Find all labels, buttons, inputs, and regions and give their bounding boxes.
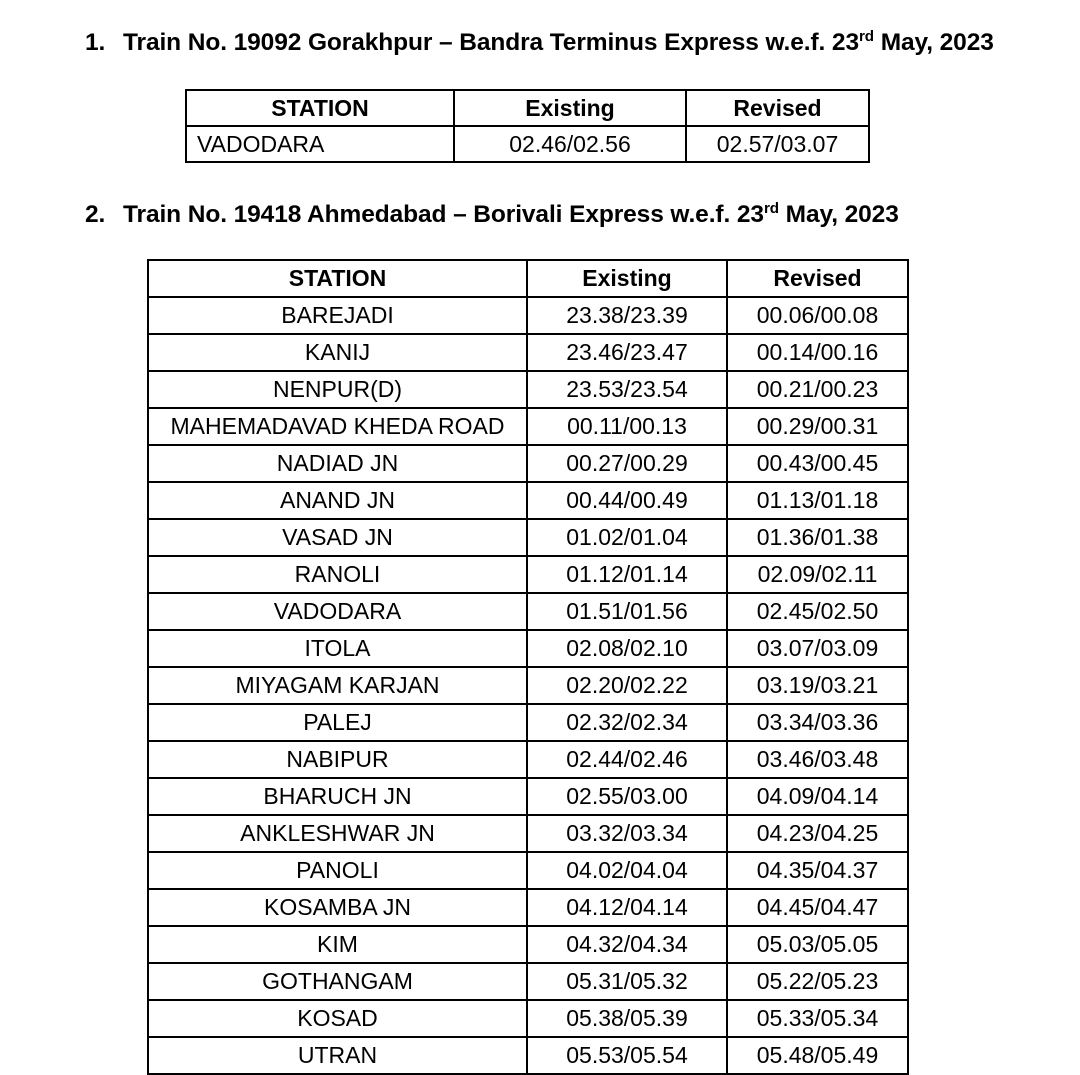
table-row (148, 667, 908, 704)
cell-station: PALEJ (148, 704, 527, 741)
cell-revised: 05.48/05.49 (727, 1037, 908, 1074)
cell-existing: 02.20/02.22 (527, 667, 727, 704)
cell-existing: 02.55/03.00 (527, 778, 727, 815)
notice-title-2-suffix: May, 2023 (778, 201, 899, 228)
notice-title-2-ordinal: rd (763, 199, 779, 217)
column-header-station: STATION (186, 90, 454, 126)
cell-station: NABIPUR (148, 741, 527, 778)
cell-station: UTRAN (148, 1037, 527, 1074)
table-row (148, 445, 908, 482)
cell-existing: 00.44/00.49 (527, 482, 727, 519)
cell-existing: 05.38/05.39 (527, 1000, 727, 1037)
notice-title-1-suffix: May, 2023 (873, 29, 994, 56)
table-row (186, 126, 869, 162)
cell-existing: 04.32/04.34 (527, 926, 727, 963)
notice-number-1: 1. (85, 29, 106, 56)
cell-station: GOTHANGAM (148, 963, 527, 1000)
cell-existing: 01.12/01.14 (527, 556, 727, 593)
cell-existing: 00.27/00.29 (527, 445, 727, 482)
table-row (148, 630, 908, 667)
cell-station: KANIJ (148, 334, 527, 371)
cell-existing: 04.02/04.04 (527, 852, 727, 889)
cell-revised: 05.22/05.23 (727, 963, 908, 1000)
cell-station: ANKLESHWAR JN (148, 815, 527, 852)
cell-existing: 02.08/02.10 (527, 630, 727, 667)
cell-revised: 03.07/03.09 (727, 630, 908, 667)
cell-station: PANOLI (148, 852, 527, 889)
column-header-station: STATION (148, 260, 527, 297)
table-row (148, 1037, 908, 1074)
cell-revised: 00.43/00.45 (727, 445, 908, 482)
cell-station: MAHEMADAVAD KHEDA ROAD (148, 408, 527, 445)
cell-revised: 03.34/03.36 (727, 704, 908, 741)
column-header-existing: Existing (527, 260, 727, 297)
cell-revised: 04.45/04.47 (727, 889, 908, 926)
cell-existing: 02.46/02.56 (454, 126, 686, 162)
timing-table-1-container (185, 89, 870, 163)
table-row (148, 371, 908, 408)
timing-table-1 (185, 89, 870, 163)
cell-revised: 04.35/04.37 (727, 852, 908, 889)
table-row (148, 593, 908, 630)
notice-title-1-prefix: Train No. 19092 Gorakhpur – Bandra Terminus Express w.e.f. 23 (123, 29, 859, 56)
cell-existing: 23.46/23.47 (527, 334, 727, 371)
cell-station: VADODARA (186, 126, 454, 162)
cell-revised: 05.03/05.05 (727, 926, 908, 963)
timing-table-2-body (148, 297, 908, 1074)
cell-existing: 02.44/02.46 (527, 741, 727, 778)
table-row (148, 334, 908, 371)
table-row (148, 852, 908, 889)
table-row (148, 482, 908, 519)
notice-title-2-prefix: Train No. 19418 Ahmedabad – Borivali Express w.e.f. 23 (123, 201, 764, 228)
cell-existing: 01.02/01.04 (527, 519, 727, 556)
cell-revised: 00.06/00.08 (727, 297, 908, 334)
table-row (148, 889, 908, 926)
table-row (148, 297, 908, 334)
notice-number-2: 2. (85, 201, 106, 228)
cell-revised: 02.57/03.07 (686, 126, 869, 162)
notice-title-2 (123, 201, 899, 229)
cell-existing: 02.32/02.34 (527, 704, 727, 741)
cell-station: RANOLI (148, 556, 527, 593)
table-row (148, 556, 908, 593)
cell-station: NADIAD JN (148, 445, 527, 482)
cell-existing: 04.12/04.14 (527, 889, 727, 926)
cell-station: MIYAGAM KARJAN (148, 667, 527, 704)
cell-revised: 02.09/02.11 (727, 556, 908, 593)
cell-revised: 03.19/03.21 (727, 667, 908, 704)
table-row (148, 519, 908, 556)
cell-station: NENPUR(D) (148, 371, 527, 408)
table-row (148, 408, 908, 445)
cell-revised: 04.09/04.14 (727, 778, 908, 815)
cell-station: KOSAMBA JN (148, 889, 527, 926)
cell-station: BHARUCH JN (148, 778, 527, 815)
table-header-row (186, 90, 869, 126)
cell-station: VASAD JN (148, 519, 527, 556)
table-header-row (148, 260, 908, 297)
column-header-revised: Revised (686, 90, 869, 126)
cell-existing: 23.38/23.39 (527, 297, 727, 334)
cell-revised: 05.33/05.34 (727, 1000, 908, 1037)
cell-revised: 01.36/01.38 (727, 519, 908, 556)
column-header-revised: Revised (727, 260, 908, 297)
cell-existing: 03.32/03.34 (527, 815, 727, 852)
notice-heading-1 (85, 29, 994, 57)
table-row (148, 741, 908, 778)
cell-existing: 23.53/23.54 (527, 371, 727, 408)
cell-station: KIM (148, 926, 527, 963)
cell-existing: 05.31/05.32 (527, 963, 727, 1000)
column-header-existing: Existing (454, 90, 686, 126)
cell-existing: 00.11/00.13 (527, 408, 727, 445)
cell-station: ANAND JN (148, 482, 527, 519)
cell-revised: 00.21/00.23 (727, 371, 908, 408)
cell-revised: 01.13/01.18 (727, 482, 908, 519)
cell-revised: 00.29/00.31 (727, 408, 908, 445)
cell-existing: 01.51/01.56 (527, 593, 727, 630)
notice-title-1 (123, 29, 994, 57)
cell-station: VADODARA (148, 593, 527, 630)
table-row (148, 963, 908, 1000)
table-row (148, 1000, 908, 1037)
timing-table-2-container (147, 259, 909, 1075)
table-row (148, 815, 908, 852)
cell-station: ITOLA (148, 630, 527, 667)
cell-revised: 00.14/00.16 (727, 334, 908, 371)
table-row (148, 778, 908, 815)
table-row (148, 926, 908, 963)
table-row (148, 704, 908, 741)
cell-revised: 02.45/02.50 (727, 593, 908, 630)
cell-station: BAREJADI (148, 297, 527, 334)
notice-heading-2 (85, 201, 899, 229)
cell-station: KOSAD (148, 1000, 527, 1037)
cell-revised: 03.46/03.48 (727, 741, 908, 778)
cell-revised: 04.23/04.25 (727, 815, 908, 852)
cell-existing: 05.53/05.54 (527, 1037, 727, 1074)
timing-table-2 (147, 259, 909, 1075)
notice-title-1-ordinal: rd (858, 27, 874, 45)
